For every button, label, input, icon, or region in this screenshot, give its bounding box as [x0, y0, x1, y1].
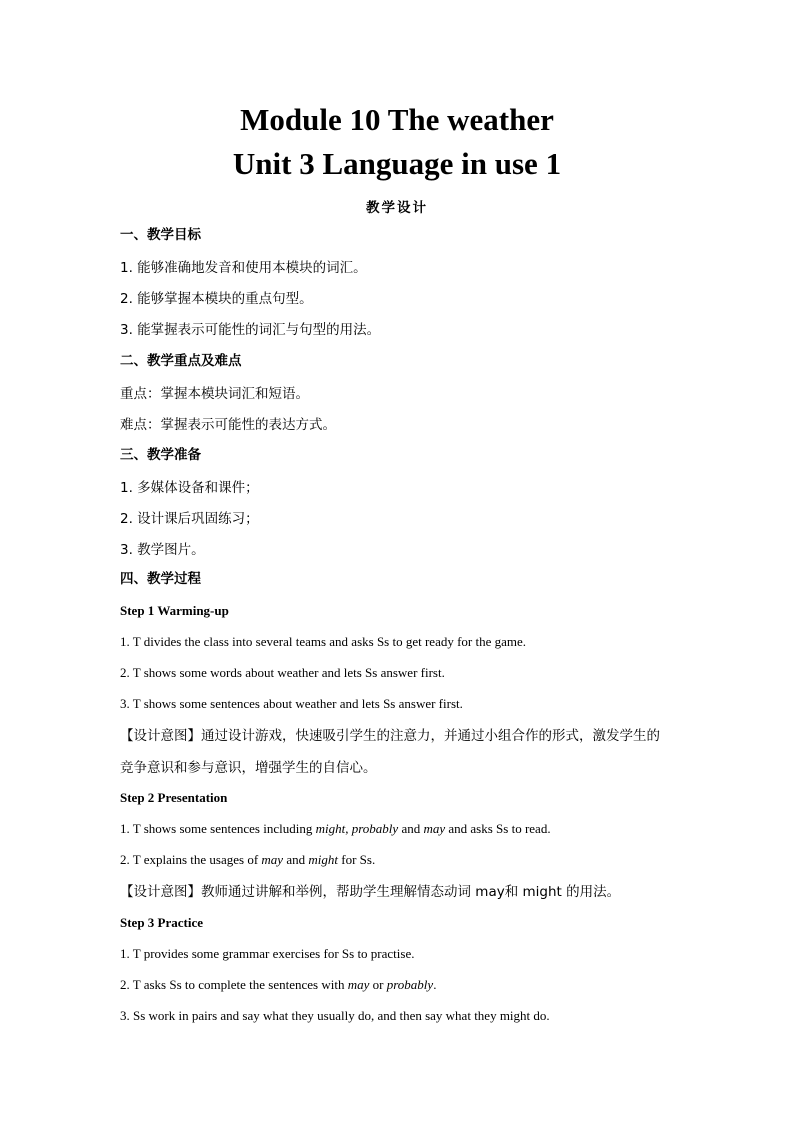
unit-title: Unit 3 Language in use 1 [232, 146, 562, 181]
goal-item: 2. 能够掌握本模块的重点句型。 [120, 291, 313, 307]
goal-item: 3. 能掌握表示可能性的词汇与句型的用法。 [120, 322, 381, 338]
step1-item: 2. T shows some words about weather and lets Ss answer first. [120, 665, 445, 680]
step3-item-1: 1. T provides some grammar exercises for Ss to practise. [120, 946, 415, 961]
step2-intent: 【设计意图】教师通过讲解和举例，帮助学生理解情态动词 may和 might 的用法。 [120, 884, 621, 900]
key-point-item: 重点：掌握本模块词汇和短语。 [120, 386, 309, 402]
step1-item: 3. T shows some sentences about weather and lets Ss answer first. [120, 696, 463, 711]
step1-intent-line2: 竞争意识和参与意识，增强学生的自信心。 [120, 760, 377, 776]
title-block [0, 98, 794, 230]
step2-title: Step 2 Presentation [120, 790, 228, 805]
step3-item-3: 3. Ss work in pairs and say what they usually do, and then say what they might do. [120, 1008, 550, 1023]
step3-item-2: 2. T asks Ss to complete the sentences with may or probably. [120, 977, 437, 992]
difficulty-item: 难点：掌握表示可能性的表达方式。 [120, 417, 336, 433]
prep-item: 3. 教学图片。 [120, 542, 205, 558]
step2-item-1: 1. T shows some sentences including might, probably and may and asks Ss to read. [120, 821, 551, 836]
step1-item: 1. T divides the class into several teams and asks Ss to get ready for the game. [120, 634, 527, 649]
goal-item: 1. 能够准确地发音和使用本模块的词汇。 [120, 260, 367, 276]
prep-item: 2. 设计课后巩固练习； [120, 511, 259, 527]
section-heading-process: 四、教学过程 [120, 571, 201, 587]
section-heading-key-points: 二、教学重点及难点 [120, 353, 242, 369]
doc-subtitle: 教学设计 [366, 200, 428, 216]
module-title: Module 10 The weather [240, 102, 554, 137]
prep-item: 1. 多媒体设备和课件； [120, 480, 259, 496]
step2-item-2: 2. T explains the usages of may and might for Ss. [120, 852, 376, 867]
section-heading-preparation: 三、教学准备 [120, 447, 201, 463]
step1-title: Step 1 Warming-up [120, 603, 229, 618]
section-heading-goals: 一、教学目标 [120, 227, 201, 243]
step1-intent-line1: 【设计意图】通过设计游戏，快速吸引学生的注意力，并通过小组合作的形式，激发学生的 [120, 728, 660, 744]
step3-title: Step 3 Practice [120, 915, 204, 930]
